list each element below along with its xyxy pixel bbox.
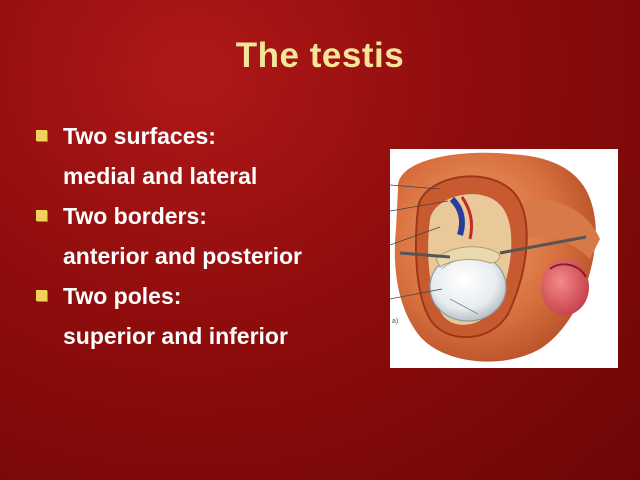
slide-title: The testis (235, 36, 405, 75)
bullet-heading: Two poles: (63, 283, 182, 309)
bullet-detail: superior and inferior (63, 323, 288, 349)
bullet-item-surfaces (36, 116, 302, 196)
bullet-item-borders (36, 196, 302, 276)
bullet-heading: Two surfaces: (63, 123, 216, 149)
bullet-square-icon (36, 130, 47, 141)
figure-caption-fragment: a) (392, 318, 399, 325)
bullet-square-icon (36, 210, 47, 221)
bullet-detail: medial and lateral (63, 163, 258, 189)
bullet-list (36, 116, 302, 356)
bullet-square-icon (36, 290, 47, 301)
bullet-item-poles (36, 276, 302, 356)
bullet-heading: Two borders: (63, 203, 207, 229)
testis-anatomy-illustration (390, 149, 618, 368)
bullet-detail: anterior and posterior (63, 243, 302, 269)
